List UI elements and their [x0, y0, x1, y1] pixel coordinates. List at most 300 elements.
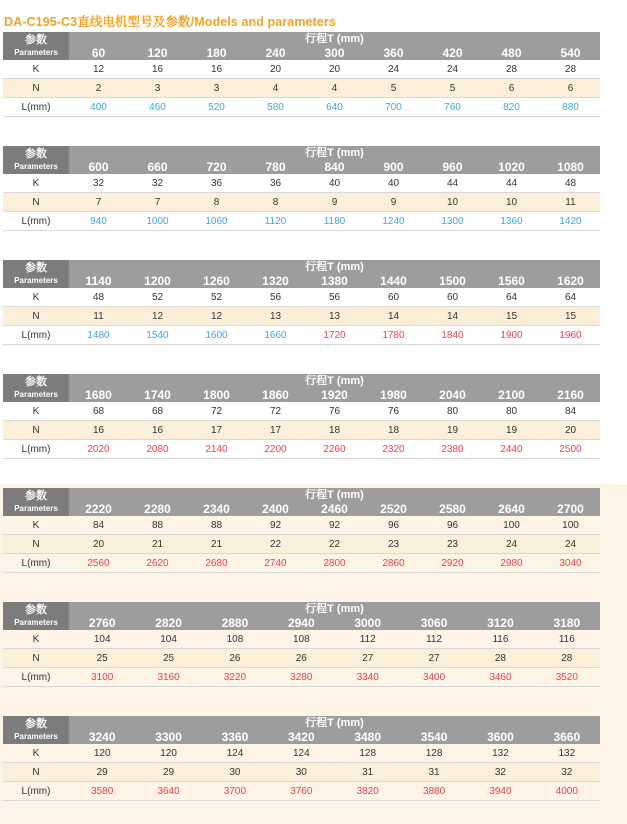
parameters-label-cn: 参数	[25, 604, 47, 616]
cell-l: 3460	[489, 671, 512, 683]
stroke-value: 1440	[380, 274, 407, 288]
stroke-value: 3540	[420, 730, 448, 744]
parameters-label-cell	[3, 260, 69, 288]
row-l	[3, 326, 600, 345]
cell-n: 24	[505, 538, 518, 550]
stroke-value: 2520	[380, 502, 407, 516]
cell-n: 28	[494, 652, 506, 664]
cell-k: 88	[210, 519, 223, 531]
cell-k: 76	[328, 405, 341, 417]
cell-k: 16	[151, 63, 164, 75]
cell-l: 3160	[157, 671, 180, 683]
row-cells-n	[69, 311, 600, 322]
cell-k: 116	[558, 633, 575, 645]
parameters-label-cn: 参数	[25, 718, 47, 730]
cell-k: 28	[505, 63, 518, 75]
row-label-n: N	[32, 196, 40, 208]
stroke-values	[69, 46, 600, 60]
cell-n: 32	[561, 766, 573, 778]
cell-n: 17	[210, 424, 223, 436]
row-label-n: N	[32, 538, 40, 550]
row-l	[3, 98, 600, 117]
row-label-n: N	[32, 310, 40, 322]
stroke-value: 180	[206, 46, 227, 60]
cell-l: 1120	[264, 215, 287, 227]
stroke-value: 1800	[203, 388, 230, 402]
cell-n: 22	[269, 538, 282, 550]
cell-k: 60	[387, 291, 400, 303]
parameters-label-cn: 参数	[25, 34, 47, 46]
cell-n: 24	[564, 538, 577, 550]
stroke-value: 3300	[155, 730, 182, 744]
cell-n: 30	[229, 766, 241, 778]
cell-n: 20	[564, 424, 577, 436]
cell-n: 12	[210, 310, 223, 322]
cell-n: 8	[213, 196, 220, 208]
stroke-value: 1380	[321, 274, 348, 288]
cell-k: 128	[425, 747, 443, 759]
cell-l: 1420	[559, 215, 582, 227]
parameters-label-en: Parameters	[14, 390, 58, 399]
cell-l: 2020	[87, 443, 110, 455]
cell-l: 1060	[205, 215, 228, 227]
cell-k: 40	[387, 177, 400, 189]
row-cells-n	[69, 539, 600, 550]
row-l	[3, 668, 600, 687]
cell-n: 13	[269, 310, 282, 322]
stroke-value: 1680	[85, 388, 112, 402]
stroke-value: 3600	[487, 730, 514, 744]
cell-k: 12	[92, 63, 105, 75]
cell-n: 18	[387, 424, 400, 436]
cell-n: 27	[362, 652, 374, 664]
cell-l: 1960	[559, 329, 582, 341]
row-label-k: K	[32, 633, 40, 645]
cell-l: 2680	[205, 557, 228, 569]
stroke-values	[69, 160, 600, 174]
parameters-label-cell	[3, 716, 69, 744]
parameters-label-en: Parameters	[14, 276, 58, 285]
stroke-value: 660	[147, 160, 168, 174]
cell-l: 2440	[500, 443, 523, 455]
cell-l: 1360	[500, 215, 523, 227]
cell-k: 104	[93, 633, 111, 645]
cell-n: 21	[210, 538, 223, 550]
stroke-title: 行程T (mm)	[305, 33, 364, 45]
cell-k: 68	[151, 405, 164, 417]
cell-n: 13	[328, 310, 341, 322]
row-cells-l	[69, 330, 600, 341]
row-cells-l	[69, 216, 600, 227]
row-cells-n	[69, 425, 600, 436]
cell-k: 72	[210, 405, 223, 417]
cell-k: 124	[292, 747, 310, 759]
stroke-value: 2700	[557, 502, 584, 516]
cell-l: 1840	[441, 329, 464, 341]
cell-n: 31	[428, 766, 440, 778]
cell-k: 100	[562, 519, 579, 531]
cell-l: 3040	[559, 557, 582, 569]
cell-l: 4000	[555, 785, 578, 797]
cell-n: 30	[295, 766, 307, 778]
parameters-label-en: Parameters	[14, 732, 58, 741]
cell-k: 64	[564, 291, 577, 303]
cell-l: 880	[562, 101, 579, 113]
row-label-k: K	[32, 747, 40, 759]
cell-k: 132	[492, 747, 509, 759]
cell-n: 31	[362, 766, 374, 778]
row-k	[3, 60, 600, 79]
parameter-block	[3, 260, 600, 345]
cell-n: 21	[151, 538, 164, 550]
cell-k: 24	[387, 63, 400, 75]
stroke-value: 1080	[557, 160, 584, 174]
row-n	[3, 307, 600, 326]
cell-l: 1660	[264, 329, 287, 341]
cell-n: 9	[390, 196, 397, 208]
row-cells-k	[69, 64, 600, 75]
stroke-value: 3480	[354, 730, 382, 744]
cell-l: 3340	[356, 671, 379, 683]
row-label-l: L(mm)	[21, 329, 51, 341]
cell-k: 80	[505, 405, 518, 417]
cell-n: 2	[95, 82, 102, 94]
stroke-title: 行程T (mm)	[305, 375, 364, 387]
cell-l: 2800	[323, 557, 346, 569]
cell-l: 460	[149, 101, 166, 113]
row-n	[3, 79, 600, 98]
stroke-value: 1260	[203, 274, 230, 288]
cell-n: 6	[567, 82, 574, 94]
cell-l: 3940	[489, 785, 512, 797]
cell-l: 2080	[146, 443, 169, 455]
row-k	[3, 516, 600, 535]
stroke-value: 3000	[354, 616, 382, 630]
cell-n: 10	[446, 196, 459, 208]
cell-k: 28	[564, 63, 577, 75]
row-label-l: L(mm)	[21, 671, 51, 683]
cell-l: 1300	[441, 215, 464, 227]
cell-k: 120	[93, 747, 111, 759]
stroke-value: 3060	[420, 616, 448, 630]
parameters-label-cell	[3, 602, 69, 630]
stroke-value: 2100	[498, 388, 525, 402]
cell-k: 32	[151, 177, 164, 189]
cell-n: 15	[505, 310, 518, 322]
stroke-value: 3180	[553, 616, 581, 630]
stroke-values	[69, 388, 600, 402]
cell-k: 32	[92, 177, 105, 189]
cell-n: 23	[387, 538, 400, 550]
cell-l: 2380	[441, 443, 464, 455]
cell-k: 24	[446, 63, 459, 75]
cell-n: 26	[229, 652, 241, 664]
cell-l: 1000	[146, 215, 169, 227]
stroke-title: 行程T (mm)	[305, 489, 364, 501]
cell-n: 8	[272, 196, 279, 208]
row-k	[3, 174, 600, 193]
stroke-value: 480	[501, 46, 522, 60]
parameter-block	[3, 602, 600, 687]
stroke-value: 240	[265, 46, 286, 60]
stroke-values	[69, 730, 600, 744]
stroke-value: 1920	[321, 388, 348, 402]
cell-k: 132	[558, 747, 576, 759]
row-label-k: K	[32, 177, 40, 189]
stroke-title: 行程T (mm)	[305, 603, 364, 615]
cell-k: 108	[292, 633, 310, 645]
cell-l: 3100	[91, 671, 114, 683]
cell-n: 7	[95, 196, 102, 208]
row-label-l: L(mm)	[21, 557, 51, 569]
cell-n: 17	[269, 424, 282, 436]
row-label-k: K	[32, 291, 40, 303]
stroke-value: 2940	[287, 616, 315, 630]
stroke-value: 420	[442, 46, 463, 60]
stroke-value: 1980	[380, 388, 407, 402]
row-n	[3, 421, 600, 440]
cell-n: 28	[561, 652, 573, 664]
stroke-value: 960	[442, 160, 463, 174]
row-label-k: K	[32, 405, 40, 417]
row-k	[3, 744, 600, 763]
cell-l: 3760	[290, 785, 313, 797]
cell-k: 20	[328, 63, 341, 75]
cell-k: 92	[328, 519, 341, 531]
cell-l: 3220	[223, 671, 247, 683]
cell-k: 48	[92, 291, 105, 303]
cell-k: 80	[446, 405, 459, 417]
cell-k: 56	[269, 291, 282, 303]
cell-l: 400	[90, 101, 107, 113]
cell-n: 27	[428, 652, 440, 664]
cell-l: 2980	[500, 557, 523, 569]
cell-k: 64	[505, 291, 518, 303]
row-n	[3, 649, 600, 668]
block-header	[3, 146, 600, 174]
cell-k: 56	[328, 291, 341, 303]
row-label-n: N	[32, 766, 40, 778]
stroke-value: 540	[560, 46, 581, 60]
stroke-value: 1500	[439, 274, 466, 288]
row-cells-k	[69, 520, 600, 531]
cell-l: 640	[326, 101, 343, 113]
stroke-value: 1560	[498, 274, 525, 288]
cell-k: 48	[564, 177, 577, 189]
cell-n: 26	[295, 652, 307, 664]
cell-k: 36	[210, 177, 223, 189]
cell-n: 23	[446, 538, 459, 550]
parameters-label-cn: 参数	[25, 376, 47, 388]
row-l	[3, 212, 600, 231]
row-k	[3, 288, 600, 307]
cell-n: 16	[151, 424, 164, 436]
cell-n: 16	[92, 424, 105, 436]
cell-l: 1900	[500, 329, 523, 341]
row-cells-l	[69, 558, 600, 569]
row-cells-l	[69, 444, 600, 455]
cell-k: 116	[492, 633, 509, 645]
parameters-label-cn: 参数	[25, 262, 47, 274]
cell-n: 19	[505, 424, 518, 436]
row-l	[3, 782, 600, 801]
cell-l: 2620	[146, 557, 169, 569]
row-k	[3, 402, 600, 421]
row-label-l: L(mm)	[21, 443, 51, 455]
stroke-value: 1620	[557, 274, 584, 288]
cell-n: 5	[390, 82, 397, 94]
stroke-value: 3240	[88, 730, 116, 744]
stroke-title: 行程T (mm)	[305, 261, 364, 273]
stroke-value: 2220	[85, 502, 112, 516]
parameters-label-cell	[3, 374, 69, 402]
cell-l: 2140	[205, 443, 228, 455]
cell-l: 1540	[146, 329, 169, 341]
cell-k: 60	[446, 291, 459, 303]
cell-n: 29	[96, 766, 108, 778]
cell-k: 108	[226, 633, 244, 645]
row-l	[3, 440, 600, 459]
parameter-block	[3, 716, 600, 801]
cell-n: 29	[163, 766, 175, 778]
cell-k: 112	[359, 633, 376, 645]
stroke-title: 行程T (mm)	[305, 717, 364, 729]
block-header	[3, 602, 600, 630]
cell-l: 1480	[87, 329, 110, 341]
cell-l: 1720	[323, 329, 346, 341]
cell-n: 14	[387, 310, 400, 322]
stroke-value: 2880	[221, 616, 249, 630]
stroke-value: 3120	[487, 616, 514, 630]
cell-l: 520	[208, 101, 225, 113]
row-n	[3, 193, 600, 212]
parameters-label-cell	[3, 488, 69, 516]
stroke-value: 2820	[155, 616, 182, 630]
cell-k: 72	[269, 405, 282, 417]
cell-n: 4	[331, 82, 338, 94]
cell-n: 11	[565, 196, 576, 208]
stroke-value: 720	[206, 160, 227, 174]
cell-n: 22	[328, 538, 341, 550]
parameters-label-cn: 参数	[25, 148, 47, 160]
parameters-label-cell	[3, 146, 69, 174]
cell-n: 25	[96, 652, 108, 664]
stroke-value: 3660	[553, 730, 581, 744]
cell-n: 32	[494, 766, 506, 778]
row-label-l: L(mm)	[21, 215, 51, 227]
cell-l: 3700	[223, 785, 247, 797]
cell-k: 92	[269, 519, 282, 531]
cell-l: 3640	[157, 785, 180, 797]
row-cells-l	[69, 672, 600, 683]
stroke-title: 行程T (mm)	[305, 147, 364, 159]
stroke-value: 1140	[85, 274, 112, 288]
stroke-value: 300	[324, 46, 345, 60]
stroke-value: 2760	[88, 616, 116, 630]
parameters-label-cell	[3, 32, 69, 60]
parameter-block	[3, 32, 600, 117]
stroke-value: 3360	[221, 730, 249, 744]
stroke-value: 2040	[439, 388, 466, 402]
page-title: DA-C195-C3直线电机型号及参数/Models and parameters	[4, 15, 336, 29]
block-header	[3, 32, 600, 60]
row-label-n: N	[32, 652, 40, 664]
row-label-n: N	[32, 424, 40, 436]
cell-l: 2740	[264, 557, 287, 569]
stroke-value: 2340	[203, 502, 230, 516]
row-label-l: L(mm)	[21, 101, 51, 113]
block-header	[3, 374, 600, 402]
cell-n: 4	[272, 82, 279, 94]
cell-l: 2920	[441, 557, 464, 569]
cell-n: 19	[446, 424, 459, 436]
stroke-value: 1020	[498, 160, 525, 174]
stroke-value: 840	[324, 160, 345, 174]
cell-k: 124	[226, 747, 244, 759]
cell-l: 3400	[422, 671, 446, 683]
cell-l: 2200	[264, 443, 287, 455]
row-cells-k	[69, 634, 600, 645]
parameter-block	[3, 488, 600, 573]
cell-k: 112	[426, 633, 443, 645]
row-cells-n	[69, 83, 600, 94]
cell-l: 2320	[382, 443, 405, 455]
row-k	[3, 630, 600, 649]
row-cells-l	[69, 786, 600, 797]
cell-k: 100	[503, 519, 520, 531]
block-header	[3, 716, 600, 744]
cell-k: 84	[564, 405, 577, 417]
cell-l: 760	[444, 101, 461, 113]
parameters-label-cn: 参数	[25, 490, 47, 502]
cell-k: 120	[160, 747, 177, 759]
stroke-value: 120	[147, 46, 168, 60]
stroke-value: 2580	[439, 502, 466, 516]
cell-l: 580	[267, 101, 284, 113]
cell-k: 20	[269, 63, 282, 75]
row-n	[3, 535, 600, 554]
parameter-block	[3, 374, 600, 459]
block-header	[3, 260, 600, 288]
cell-k: 40	[328, 177, 341, 189]
stroke-value: 60	[91, 46, 106, 60]
cell-k: 44	[446, 177, 459, 189]
stroke-value: 3420	[287, 730, 315, 744]
stroke-values	[69, 274, 600, 288]
cell-l: 1780	[382, 329, 405, 341]
cell-l: 1180	[323, 215, 346, 227]
stroke-value: 2460	[321, 502, 348, 516]
row-cells-n	[69, 767, 600, 778]
cell-k: 96	[387, 519, 400, 531]
cell-l: 1240	[382, 215, 405, 227]
cell-k: 96	[446, 519, 459, 531]
cell-l: 3880	[422, 785, 446, 797]
cell-n: 18	[328, 424, 341, 436]
cell-n: 7	[154, 196, 161, 208]
cell-l: 2860	[382, 557, 405, 569]
row-cells-k	[69, 406, 600, 417]
cell-l: 940	[90, 215, 107, 227]
cell-l: 1600	[205, 329, 228, 341]
row-label-k: K	[32, 519, 40, 531]
cell-k: 76	[387, 405, 400, 417]
row-n	[3, 763, 600, 782]
cell-k: 128	[359, 747, 377, 759]
cell-k: 104	[160, 633, 177, 645]
cell-n: 12	[151, 310, 164, 322]
row-label-l: L(mm)	[21, 785, 51, 797]
